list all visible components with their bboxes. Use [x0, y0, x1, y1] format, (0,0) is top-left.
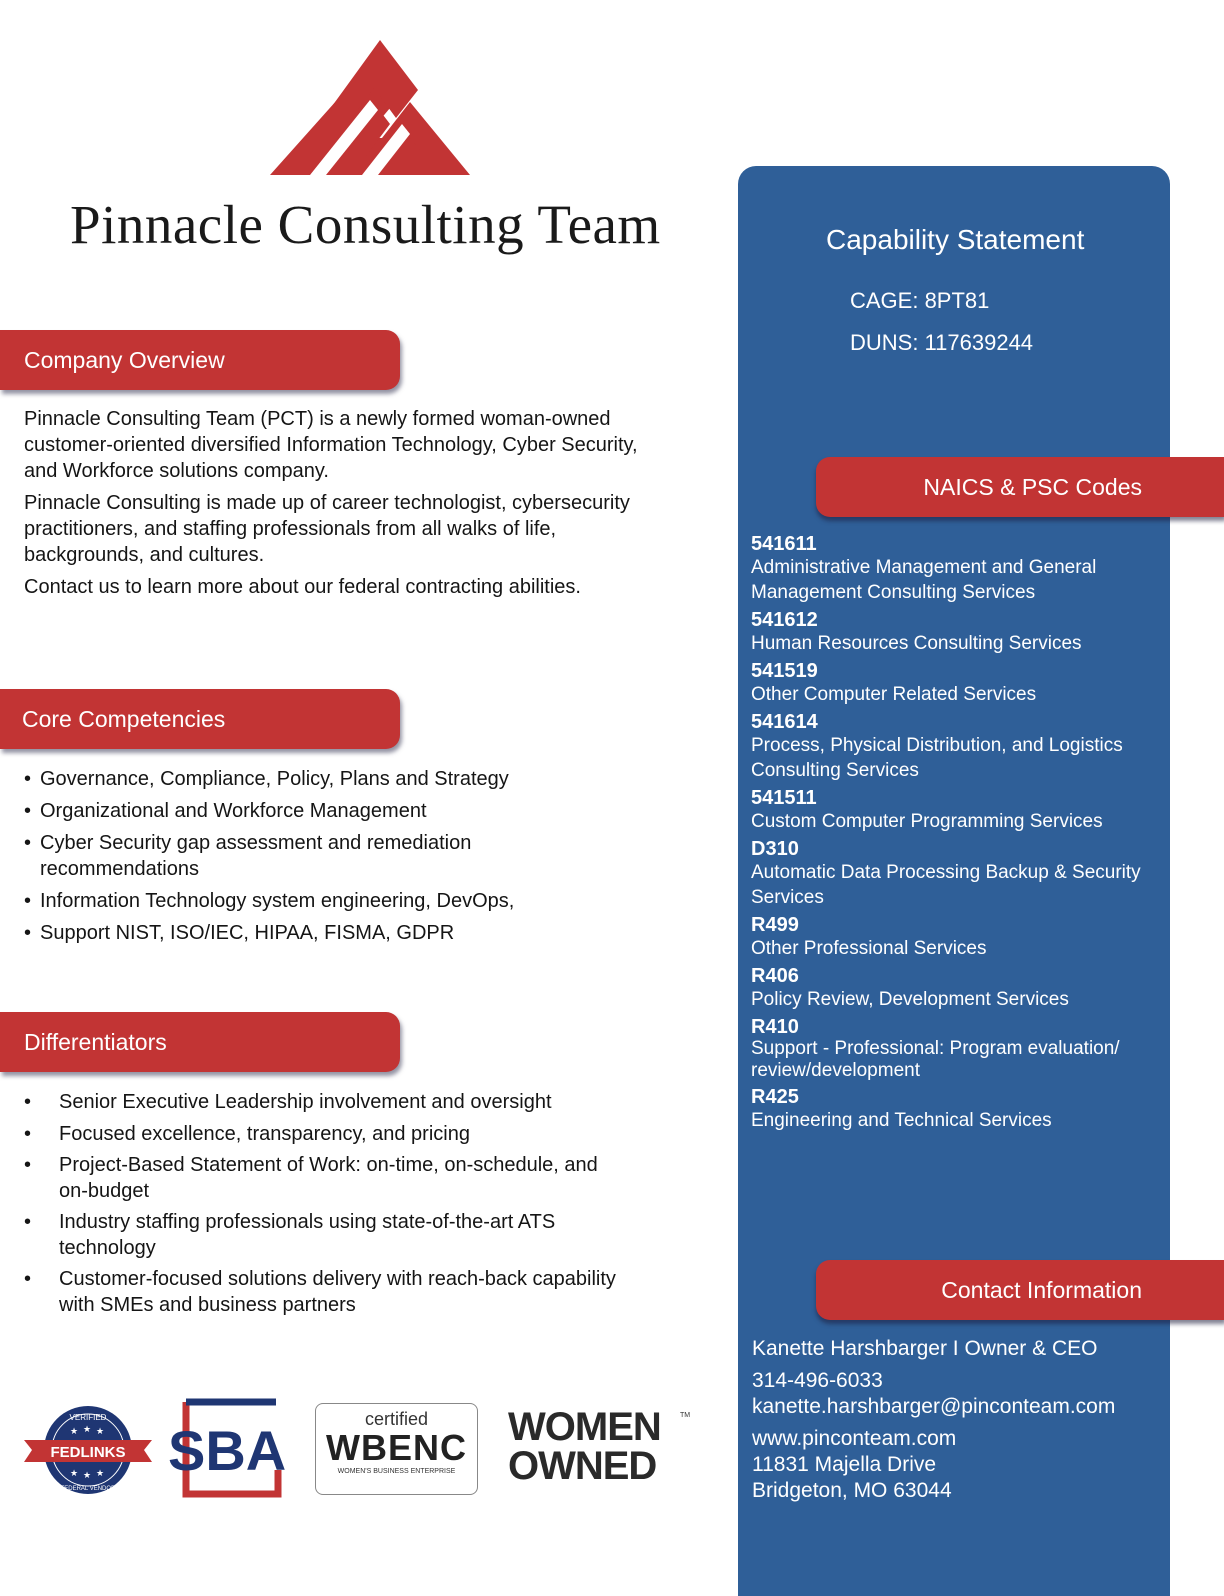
list-item: • Organizational and Workforce Management	[24, 799, 564, 825]
svg-text:★: ★	[70, 1426, 79, 1436]
list-item: • Customer-focused solutions delivery with reach-back capability with SMEs and business partners	[24, 1267, 624, 1318]
overview-paragraph: Contact us to learn more about our federal contracting abilities.	[24, 576, 581, 598]
contact-street: 11831 Majella Drive	[752, 1453, 937, 1476]
contact-information-heading: Contact Information	[816, 1260, 1224, 1320]
women-owned-tm: TM	[680, 1412, 691, 1419]
svg-text:★: ★	[96, 1468, 105, 1478]
list-item	[751, 914, 1161, 961]
differentiators-body	[24, 1090, 624, 1324]
fedlinks-top-text: VERIFIED	[69, 1413, 107, 1422]
list-item	[751, 660, 1161, 707]
contact-email[interactable]: kanette.harshbarger@pinconteam.com	[752, 1395, 1116, 1418]
overview-paragraph: Pinnacle Consulting is made up of career technologist, cybersecurity practitioners, and staffing professionals from all walks of life, backgrounds, and cultures.	[24, 492, 630, 566]
list-item: • Focused excellence, transparency, and pricing	[24, 1122, 624, 1148]
pinnacle-logo-mark	[270, 40, 470, 175]
company-overview-heading: Company Overview	[0, 330, 400, 390]
list-item: • Industry staffing professionals using state-of-the-art ATS technology	[24, 1210, 624, 1261]
code-number: 541612	[751, 609, 818, 631]
contact-city: Bridgeton, MO 63044	[752, 1479, 952, 1502]
code-number: R406	[751, 965, 799, 987]
code-description: Support - Professional: Program evaluation/ review/development	[751, 1038, 1120, 1081]
code-number: D310	[751, 838, 799, 860]
list-item	[751, 533, 1161, 605]
differentiators-list	[24, 1090, 624, 1318]
code-number: R410	[751, 1016, 799, 1038]
duns-number: DUNS: 117639244	[850, 330, 1034, 355]
fedlinks-main-text: FEDLINKS	[50, 1444, 126, 1461]
differentiators-heading: Differentiators	[0, 1012, 400, 1072]
wbenc-badge	[315, 1403, 478, 1495]
code-description: Process, Physical Distribution, and Logistics Consulting Services	[751, 735, 1123, 781]
codes-list	[751, 533, 1161, 1137]
fedlinks-bottom-text: FEDERAL VENDOR	[60, 1486, 116, 1492]
core-competencies-heading: Core Competencies	[0, 689, 400, 749]
wbenc-certified-text: certified	[364, 1409, 429, 1429]
list-item	[751, 1086, 1161, 1133]
code-description: Custom Computer Programming Services	[751, 811, 1103, 832]
sba-text: SBA	[168, 1419, 287, 1482]
wbenc-sub-text: WOMEN'S BUSINESS ENTERPRISE	[337, 1468, 456, 1475]
list-item	[751, 609, 1161, 656]
core-competencies-body	[24, 767, 564, 953]
contact-phone[interactable]: 314-496-6033	[752, 1369, 883, 1392]
code-number: R499	[751, 914, 799, 936]
women-owned-line1: WOMEN	[508, 1405, 661, 1449]
code-description: Automatic Data Processing Backup & Security Services	[751, 862, 1141, 908]
cage-code: CAGE: 8PT81	[850, 288, 990, 313]
company-overview-body	[24, 406, 644, 600]
list-item: • Cyber Security gap assessment and remediation recommendations	[24, 831, 564, 882]
list-item: • Governance, Compliance, Policy, Plans and Strategy	[24, 767, 564, 793]
code-description: Human Resources Consulting Services	[751, 633, 1082, 654]
overview-paragraph: Pinnacle Consulting Team (PCT) is a newly formed woman-owned customer-oriented diversified Information Technology, Cyber Security, and Workforce solutions company.	[24, 408, 638, 482]
list-item: • Information Technology system engineering, DevOps,	[24, 889, 564, 915]
contact-name-title: Kanette Harshbarger I Owner & CEO	[752, 1337, 1098, 1360]
contact-details	[752, 1336, 1167, 1504]
wbenc-main-text: WBENC	[326, 1427, 467, 1468]
code-description: Other Computer Related Services	[751, 684, 1037, 705]
code-number: 541614	[751, 711, 818, 733]
code-number: 541611	[751, 533, 817, 555]
list-item: • Project-Based Statement of Work: on-time, on-schedule, and on-budget	[24, 1153, 624, 1204]
list-item: • Support NIST, ISO/IEC, HIPAA, FISMA, GDPR	[24, 921, 564, 947]
code-number: R425	[751, 1086, 799, 1108]
list-item	[751, 711, 1161, 783]
code-number: 541519	[751, 660, 818, 682]
capability-statement-title: Capability Statement	[826, 224, 1085, 255]
svg-text:★: ★	[96, 1426, 105, 1436]
list-item: • Senior Executive Leadership involvement and oversight	[24, 1090, 624, 1116]
list-item	[751, 1016, 1161, 1082]
svg-text:★: ★	[83, 1424, 92, 1434]
list-item	[751, 838, 1161, 910]
code-description: Policy Review, Development Services	[751, 989, 1069, 1010]
list-item	[751, 787, 1161, 834]
code-description: Engineering and Technical Services	[751, 1110, 1052, 1131]
contact-website[interactable]: www.pinconteam.com	[752, 1427, 957, 1450]
code-description: Other Professional Services	[751, 938, 987, 959]
svg-text:★: ★	[83, 1470, 92, 1480]
women-owned-line2: OWNED	[508, 1444, 657, 1488]
sba-logo	[166, 1398, 296, 1498]
list-item	[751, 965, 1161, 1012]
code-description: Administrative Management and General Management Consulting Services	[751, 557, 1097, 603]
company-name: Pinnacle Consulting Team	[70, 194, 661, 255]
svg-text:★: ★	[70, 1468, 79, 1478]
naics-psc-heading: NAICS & PSC Codes	[816, 457, 1224, 517]
women-owned-logo	[508, 1405, 694, 1498]
core-competencies-list	[24, 767, 564, 946]
fedlinks-badge	[24, 1400, 152, 1500]
code-number: 541511	[751, 787, 817, 809]
